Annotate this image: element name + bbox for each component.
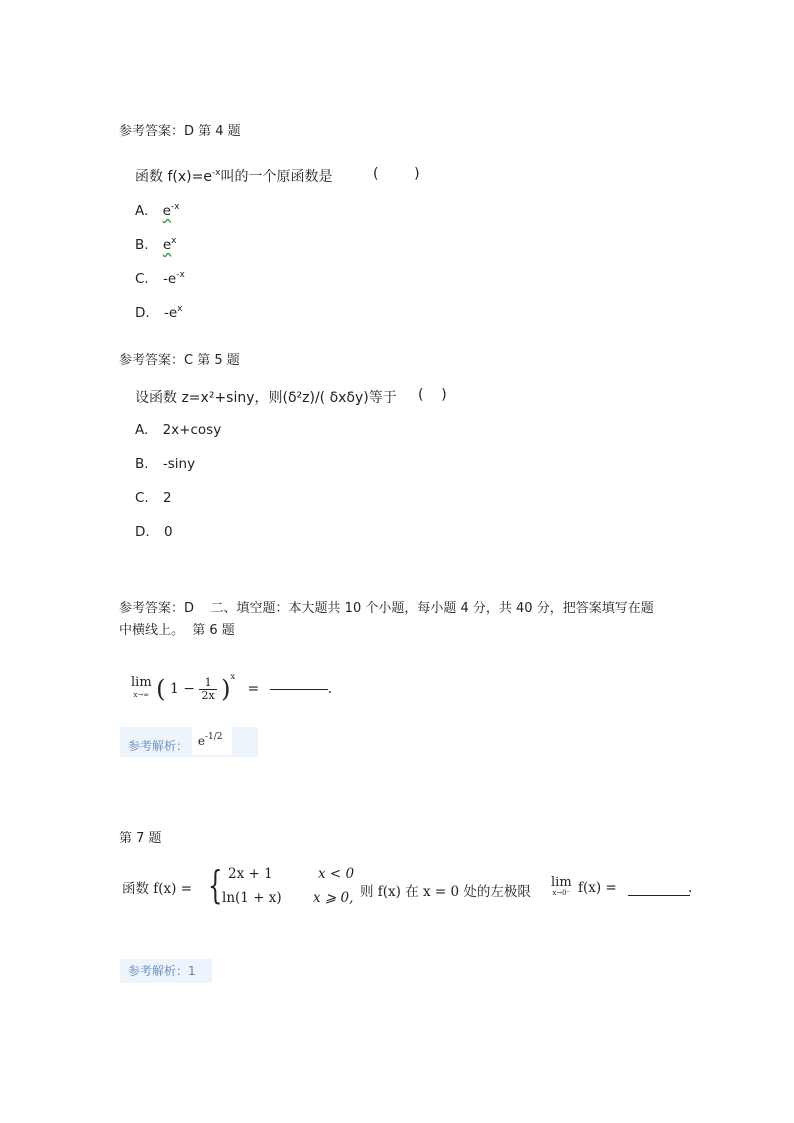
fraction-denominator: 2x — [201, 688, 215, 702]
lim-expr: f(x) = — [578, 880, 617, 896]
answer-blank — [628, 895, 690, 896]
q6-analysis — [120, 727, 258, 757]
period: . — [688, 880, 693, 896]
lim-sub: x→∞ — [133, 691, 150, 699]
q5-answer-header: 参考答案：C 第 5 题 — [119, 353, 240, 368]
option-label: A. — [135, 203, 149, 219]
q4-option-a — [135, 202, 179, 219]
option-base: -e — [163, 271, 177, 287]
func-label: 函数 f(x) = — [122, 881, 193, 897]
option-text: 2x+cosy — [162, 422, 222, 438]
option-text: 2 — [163, 490, 172, 506]
lim-text: lim — [131, 675, 152, 690]
analysis-base: e — [197, 734, 205, 748]
q4-stem-text: 函数 f(x)=e — [135, 169, 212, 185]
period: . — [327, 681, 333, 697]
one-minus: 1 − — [169, 681, 196, 697]
option-base: -e — [163, 305, 178, 321]
option-sup: x — [171, 236, 177, 246]
option-sup: -x — [170, 202, 180, 212]
option-label: D. — [135, 305, 150, 321]
q7-tail: 则 f(x) 在 x = 0 处的左极限 — [360, 884, 531, 900]
q4-option-d — [135, 304, 183, 321]
q6-limit — [131, 677, 152, 701]
option-label: C. — [135, 490, 149, 506]
option-sup: -x — [176, 270, 185, 280]
option-base: e — [162, 203, 171, 219]
option-label: D. — [135, 524, 150, 540]
case1-expr: 2x + 1 — [228, 866, 273, 882]
analysis-sup: -1/2 — [204, 732, 223, 742]
q4-stem-tail: 叫的一个原函数是 — [220, 169, 333, 185]
answer-blank — [270, 689, 328, 690]
q5-option-a — [135, 422, 221, 438]
brace-icon: { — [208, 863, 223, 907]
option-label: A. — [135, 422, 149, 438]
option-sup: x — [177, 304, 183, 314]
section-line-2: 中横线上。 第 6 题 — [119, 623, 235, 638]
q7-header: 第 7 题 — [119, 831, 162, 846]
q7-limit — [551, 877, 572, 899]
analysis-label: 参考解析： — [128, 739, 189, 753]
q4-stem — [135, 166, 333, 186]
q5-option-c — [135, 490, 172, 506]
right-paren: ) — [221, 675, 231, 703]
q4-stem-sup: -x — [211, 168, 221, 178]
q7-formula — [122, 860, 694, 914]
section-line-1: 参考答案：D 二、填空题：本大题共 10 个小题，每小题 4 分，共 40 分，把答案填写在题 — [119, 601, 654, 616]
q4-paren: ( ) — [373, 166, 420, 182]
q5-stem: 设函数 z=x²+siny，则(δ²z)/( δxδy)等于 — [135, 390, 397, 406]
option-base: e — [162, 237, 172, 253]
q4-option-c — [135, 270, 185, 287]
option-label: B. — [135, 456, 149, 472]
analysis-value — [192, 727, 233, 755]
q4-option-b — [135, 236, 177, 253]
lim-sub: x→0⁻ — [552, 889, 571, 897]
equals: = — [247, 681, 260, 697]
fraction-numerator: 1 — [199, 677, 216, 690]
q5-paren: ( ) — [418, 387, 447, 403]
q5-option-b — [135, 456, 195, 472]
option-text: 0 — [163, 524, 173, 540]
option-text: -siny — [162, 456, 196, 472]
q7-analysis: 参考解析：1 — [120, 959, 212, 983]
left-paren: ( — [156, 675, 166, 703]
q6-formula — [131, 672, 332, 712]
case2-expr: ln(1 + x) — [222, 890, 282, 906]
lim-text: lim — [551, 875, 572, 890]
q5-option-d — [135, 524, 173, 540]
option-label: C. — [135, 271, 149, 287]
option-label: B. — [135, 237, 149, 253]
case1-cond: x < 0 — [318, 866, 355, 882]
power: x — [230, 672, 236, 681]
case2-cond: x ⩾ 0, — [313, 890, 354, 906]
q4-answer-header: 参考答案：D 第 4 题 — [119, 124, 241, 139]
fraction — [199, 677, 216, 702]
